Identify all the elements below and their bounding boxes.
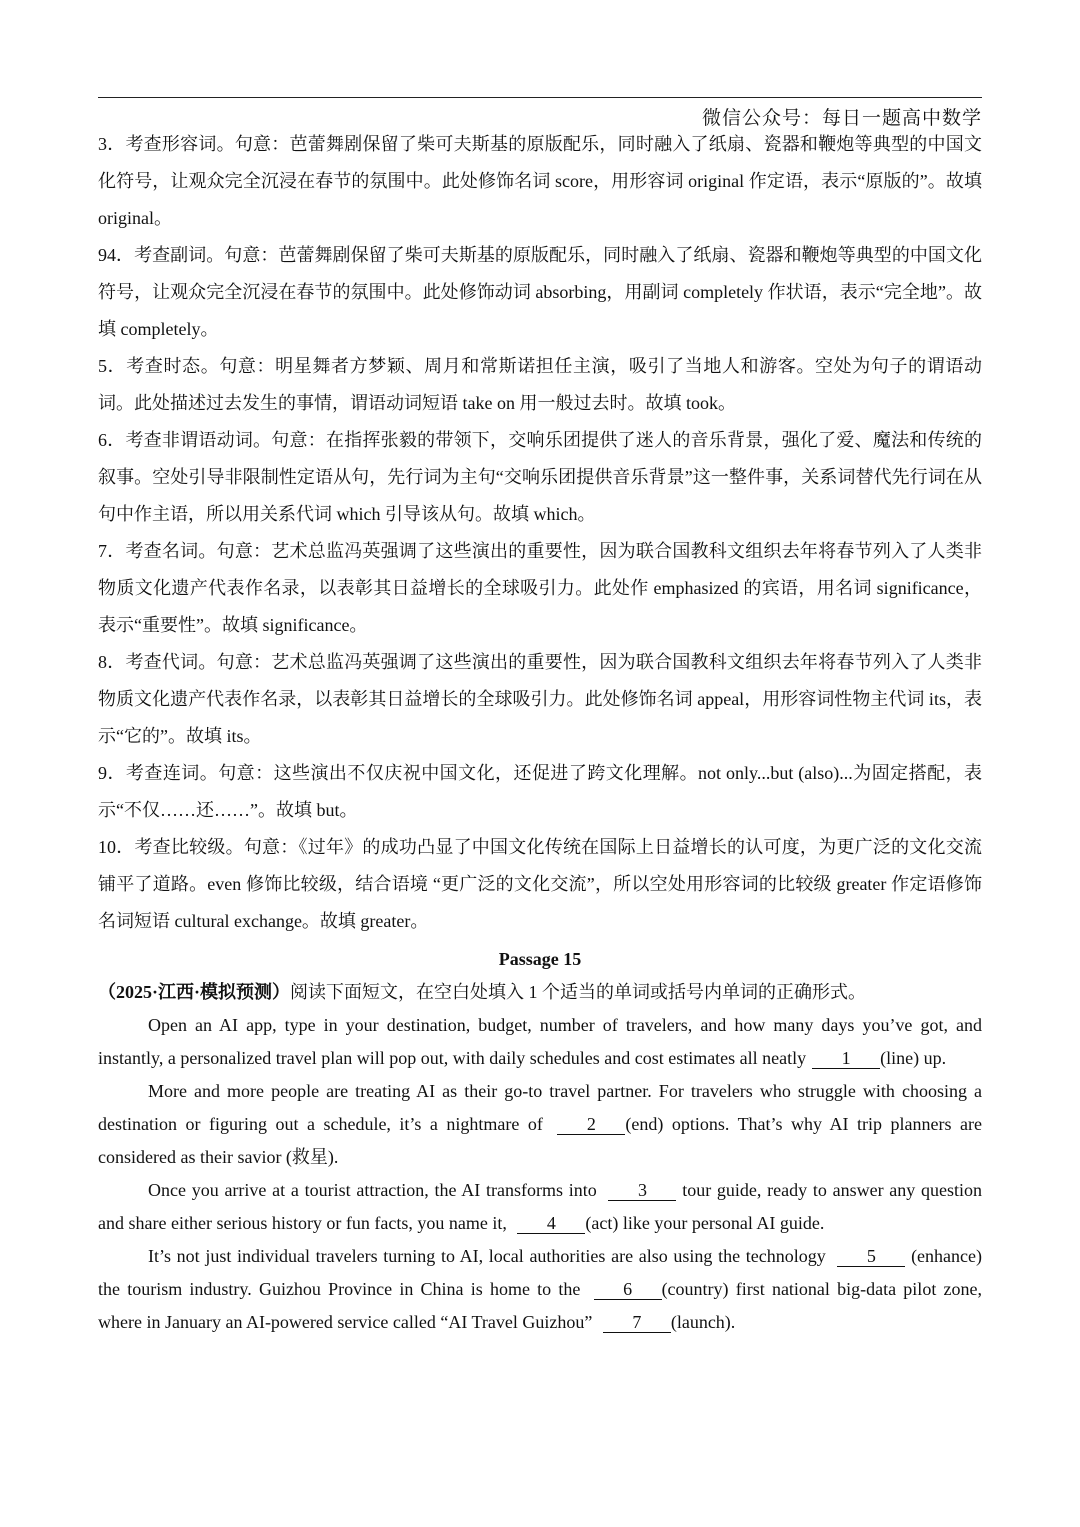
answer-6: 6．考查非谓语动词。句意：在指挥张毅的带领下，交响乐团提供了迷人的音乐背景，强化了爱、魔法和传统的叙事。空处引导非限制性定语从句，先行词为主句“交响乐团提供音乐背景”这一整件事，关系词替代先行词在从句中作主语，所以用关系代词 which 引导该从句。故填 which。 bbox=[98, 430, 982, 524]
passage-paragraph-3 bbox=[98, 1174, 982, 1240]
paragraph-text: (act) like your personal AI guide. bbox=[585, 1213, 825, 1233]
paragraph-text: It’s not just individual travelers turning to AI, local authorities are also using the technology bbox=[148, 1246, 826, 1266]
paragraph-text: (line) up. bbox=[880, 1048, 947, 1068]
paragraph-text: Open an AI app, type in your destination, budget, number of travelers, and how many days you’ve got, and instantly, a personalized travel plan will pop out, with daily schedules and cost estimates all neatly bbox=[98, 1015, 982, 1068]
header-wechat-label: 微信公众号：每日一题高中数学 bbox=[701, 107, 982, 129]
header-rule bbox=[98, 97, 982, 98]
paragraph-text: More and more people are treating AI as their go-to travel partner. For travelers who struggle with choosing a destination or figuring out a schedule, it’s a nightmare of bbox=[98, 1081, 982, 1134]
answer-4: 94．考查副词。句意：芭蕾舞剧保留了柴可夫斯基的原版配乐，同时融入了纸扇、瓷器和鞭炮等典型的中国文化符号，让观众完全沉浸在春节的氛围中。此处修饰动词 absorbing，用副词 completely 作状语，表示“完全地”。故填 completely。 bbox=[98, 245, 982, 339]
paragraph-text: (enhance) the tourism industry. Guizhou Province in China is home to the bbox=[98, 1246, 983, 1299]
passage-title: Passage 15 bbox=[498, 949, 582, 969]
passage-source: （2025·江西·模拟预测） bbox=[98, 982, 291, 1002]
answer-3: 3．考查形容词。句意：芭蕾舞剧保留了柴可夫斯基的原版配乐，同时融入了纸扇、瓷器和鞭炮等典型的中国文化符号，让观众完全沉浸在春节的氛围中。此处修饰名词 score，用形容词 original 作定语，表示“原版的”。故填 original。 bbox=[98, 134, 982, 228]
answer-9: 9．考查连词。句意：这些演出不仅庆祝中国文化，还促进了跨文化理解。not only...but (also)...为固定搭配，表示“不仅……还……”。故填 but。 bbox=[98, 763, 982, 820]
paragraph-text: (launch). bbox=[670, 1312, 736, 1332]
passage-paragraph-2 bbox=[98, 1075, 982, 1174]
paragraph-text: tour guide, ready to answer any question and share either serious history or fun facts, you name it, bbox=[98, 1180, 983, 1233]
passage-instruction bbox=[98, 976, 982, 1009]
blank-3[interactable]: 3 bbox=[608, 1180, 676, 1201]
blank-5[interactable]: 5 bbox=[837, 1246, 905, 1267]
page-content bbox=[98, 126, 982, 1339]
blank-4[interactable]: 4 bbox=[517, 1213, 585, 1234]
answer-7: 7．考查名词。句意：艺术总监冯英强调了这些演出的重要性，因为联合国教科文组织去年将春节列入了人类非物质文化遗产代表作名录，以表彰其日益增长的全球吸引力。此处作 emphasized 的宾语，用名词 significance，表示“重要性”。故填 significance。 bbox=[98, 541, 982, 635]
blank-2[interactable]: 2 bbox=[557, 1114, 625, 1135]
blank-6[interactable]: 6 bbox=[594, 1279, 662, 1300]
paragraph-text: (country) first national big-data pilot zone, where in January an AI-powered service called “AI Travel Guizhou” bbox=[98, 1279, 982, 1332]
blank-7[interactable]: 7 bbox=[603, 1312, 671, 1333]
answer-5: 5．考查时态。句意：明星舞者方梦颖、周月和常斯诺担任主演，吸引了当地人和游客。空处为句子的谓语动词。此处描述过去发生的事情，谓语动词短语 take on 用一般过去时。故填 took。 bbox=[98, 356, 982, 413]
paragraph-text: Once you arrive at a tourist attraction, the AI transforms into bbox=[148, 1180, 597, 1200]
paragraph-text: (end) options. That’s why AI trip planners are considered as their savior (救星). bbox=[98, 1114, 982, 1167]
passage-paragraph-4 bbox=[98, 1240, 982, 1339]
blank-1[interactable]: 1 bbox=[812, 1048, 880, 1069]
instruction-text: 阅读下面短文，在空白处填入 1 个适当的单词或括号内单词的正确形式。 bbox=[290, 982, 867, 1002]
answer-10: 10．考查比较级。句意：《过年》的成功凸显了中国文化传统在国际上日益增长的认可度，为更广泛的文化交流铺平了道路。even 修饰比较级，结合语境 “更广泛的文化交流”，所以空处用形容词的比较级 greater 作定语修饰名词短语 cultural exchange。故填 greater。 bbox=[98, 837, 982, 931]
answer-8: 8．考查代词。句意：艺术总监冯英强调了这些演出的重要性，因为联合国教科文组织去年将春节列入了人类非物质文化遗产代表作名录，以表彰其日益增长的全球吸引力。此处修饰名词 appeal，用形容词性物主代词 its，表示“它的”。故填 its。 bbox=[98, 652, 982, 746]
passage-paragraph-1 bbox=[98, 1009, 982, 1075]
